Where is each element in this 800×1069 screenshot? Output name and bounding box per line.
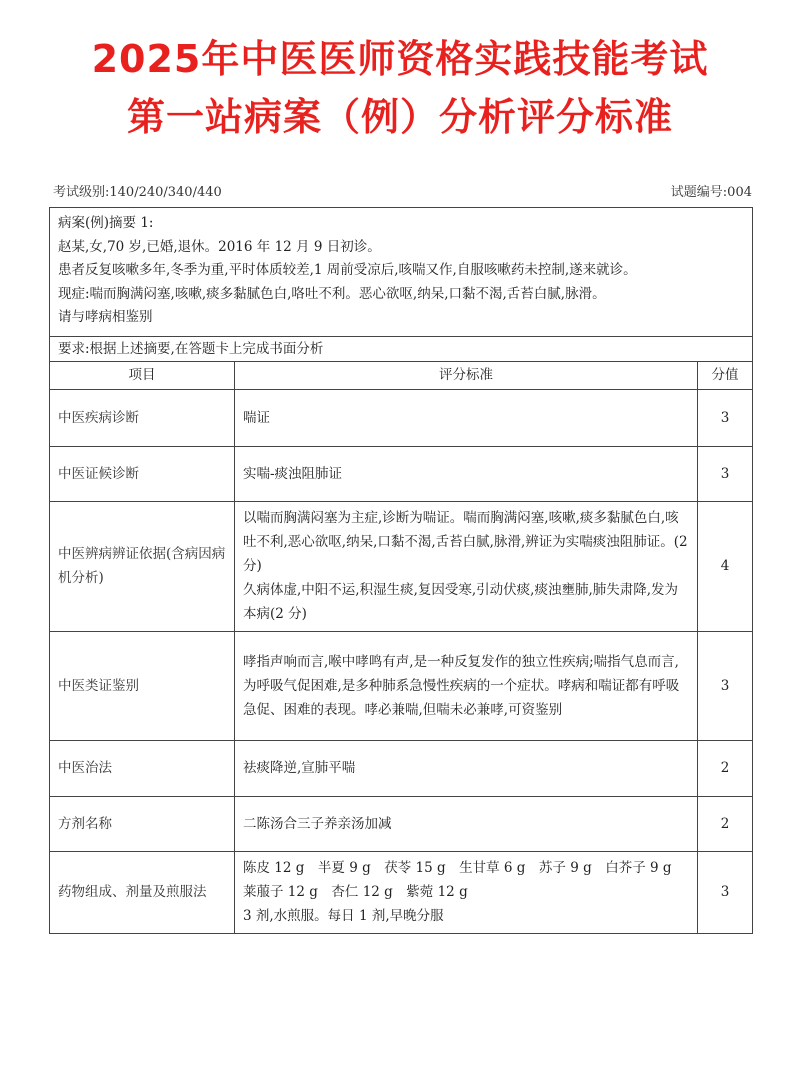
row-item: 方剂名称 (50, 796, 235, 851)
row-criteria (235, 740, 698, 796)
case-line: 请与哮病相鉴别 (58, 309, 153, 325)
criteria-text: 喘证 (243, 409, 270, 426)
table-row (50, 796, 753, 851)
row-score: 3 (698, 631, 753, 740)
table-row (50, 851, 753, 933)
row-criteria (235, 446, 698, 501)
row-item: 中医治法 (50, 740, 235, 796)
row-score: 3 (698, 389, 753, 446)
case-line: 现症:喘而胸满闷塞,咳嗽,痰多黏腻色白,咯吐不利。恶心欲呕,纳呆,口黏不渴,舌苔白腻,脉滑。 (58, 285, 606, 302)
row-score: 3 (698, 851, 753, 933)
criteria-text: 实喘-痰浊阻肺证 (243, 465, 343, 482)
case-summary-row (50, 208, 753, 337)
case-line: 赵某,女,70 岁,已婚,退休。2016 年 12 月 9 日初诊。 (58, 238, 381, 255)
case-summary (50, 208, 753, 337)
table-row (50, 740, 753, 796)
table-row (50, 389, 753, 446)
exam-level: 考试级别:140/240/340/440 (53, 185, 222, 200)
row-criteria (235, 501, 698, 631)
criteria-text: 哮指声响而言,喉中哮鸣有声,是一种反复发作的独立性疾病;喘指气息而言,为呼吸气促困难,是多种肺系急慢性疾病的一个症状。哮病和喘证都有呼吸急促、困难的表现。哮必兼喘,但喘未必兼哮,可资鉴别 (243, 653, 680, 718)
criteria-text: 3 剂,水煎服。每日 1 剂,早晚分服 (243, 908, 444, 924)
header-score: 分值 (698, 361, 753, 389)
requirement-text: 要求:根据上述摘要,在答题卡上完成书面分析 (50, 336, 753, 361)
table-row (50, 446, 753, 501)
row-criteria (235, 389, 698, 446)
question-code: 试题编号:004 (670, 185, 752, 200)
header-criteria: 评分标准 (235, 361, 698, 389)
row-item: 中医证候诊断 (50, 446, 235, 501)
criteria-text: 久病体虚,中阳不运,积湿生痰,复因受寒,引动伏痰,痰浊壅肺,肺失肃降,发为本病(2 分) (243, 582, 679, 622)
row-score: 3 (698, 446, 753, 501)
table-row (50, 631, 753, 740)
row-item: 中医类证鉴别 (50, 631, 235, 740)
header-item: 项目 (50, 361, 235, 389)
case-line: 患者反复咳嗽多年,冬季为重,平时体质较差,1 周前受凉后,咳喘又作,自服咳嗽药未控制,遂来就诊。 (58, 262, 637, 278)
row-item: 药物组成、剂量及煎服法 (50, 851, 235, 933)
case-line: 病案(例)摘要 1: (58, 215, 154, 231)
criteria-text: 陈皮 12 g 半夏 9 g 茯苓 15 g 生甘草 6 g 苏子 9 g 白芥子 9 g (243, 860, 672, 876)
criteria-text: 莱菔子 12 g 杏仁 12 g 紫菀 12 g (243, 884, 468, 900)
table-header-row (50, 361, 753, 389)
criteria-text: 二陈汤合三子养亲汤加减 (243, 815, 392, 832)
page-title-line-2: 第一站病案（例）分析评分标准 (126, 95, 673, 139)
row-score: 4 (698, 501, 753, 631)
requirement-row (50, 336, 753, 361)
row-item: 中医辨病辨证依据(含病因病机分析) (50, 501, 235, 631)
row-criteria (235, 796, 698, 851)
row-criteria (235, 631, 698, 740)
scoring-table (49, 207, 753, 934)
row-score: 2 (698, 740, 753, 796)
table-row (50, 501, 753, 631)
row-score: 2 (698, 796, 753, 851)
criteria-text: 祛痰降逆,宣肺平喘 (243, 760, 356, 776)
row-item: 中医疾病诊断 (50, 389, 235, 446)
criteria-text: 以喘而胸满闷塞为主症,诊断为喘证。喘而胸满闷塞,咳嗽,痰多黏腻色白,咳吐不利,恶心欲呕,纳呆,口黏不渴,舌苔白腻,脉滑,辨证为实喘痰浊阻肺证。(2 分) (243, 510, 688, 574)
row-criteria (235, 851, 698, 933)
page-title-line-1: 2025年中医医师资格实践技能考试 (91, 37, 709, 81)
